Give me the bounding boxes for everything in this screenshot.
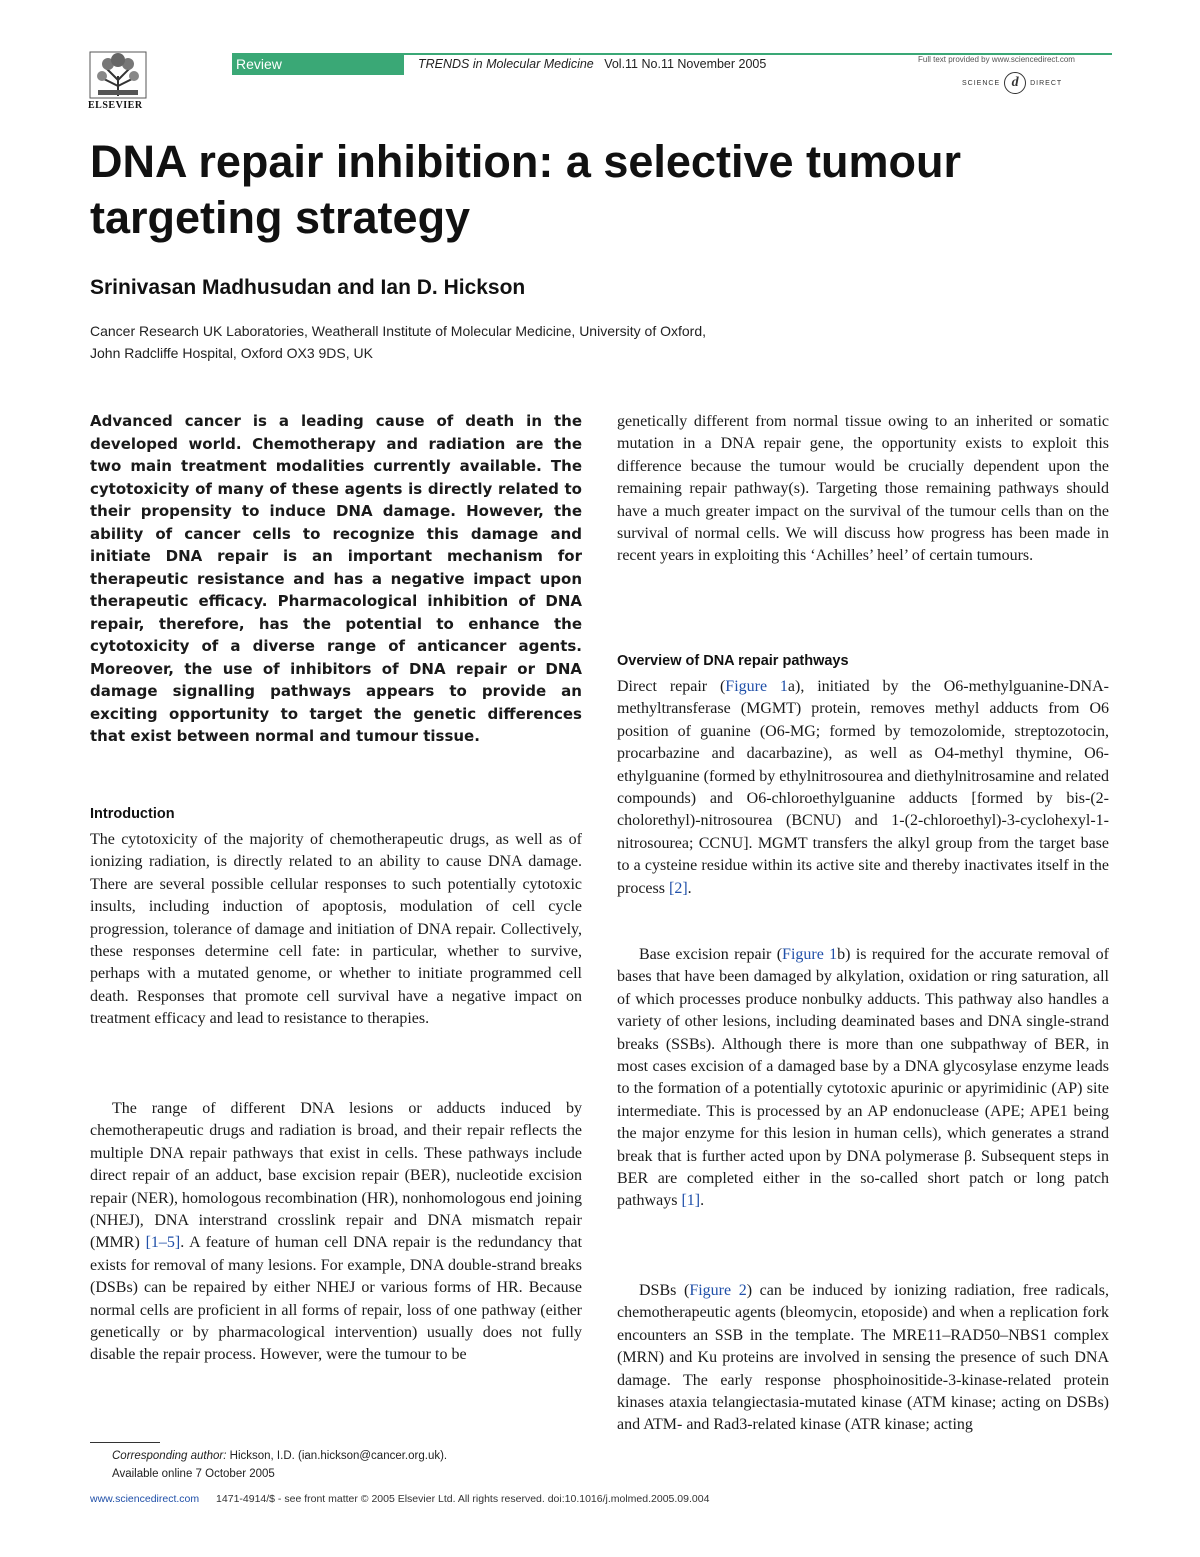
introduction-paragraph-1: The cytotoxicity of the majority of chemotherapeutic drugs, as well as of ionizing radiation, is directly related to an ability to cause DNA damage. There are several possible cellular responses to such potentially cytotoxic insults, including induction of apoptosis, modulation of cell cycle progression, tolerance of damage and initiation of DNA repair. Collectively, these responses determine cell fate: in particular, whether to survive, perhaps with a mutated genome, or whether to initiate programmed cell death. Responses that promote cell survival have a negative impact on treatment efficacy and lead to resistance to therapies. (90, 831, 582, 1028)
journal-volume: Vol.11 No.11 November 2005 (604, 57, 767, 71)
footnote-author: Hickson, I.D. (ian.hickson@cancer.org.uk). (229, 1450, 448, 1462)
author-affiliation (90, 320, 990, 364)
available-online: Available online 7 October 2005 (112, 1468, 275, 1480)
reference-link[interactable]: [2] (668, 879, 688, 897)
overview-paragraph-3 (617, 1280, 1109, 1437)
overview-p2-text-c: . (700, 1192, 705, 1210)
sciencedirect-link[interactable]: www.sciencedirect.com (90, 1493, 200, 1505)
overview-p1-text-b: a), initiated by the O6-methylguanine-DNA-methyltransferase (MGMT) protein, removes methyl adducts from O6 position of guanine (O6-MG; formed by temozolomide, streptozotocin, procarbazine and dacarbazine), as well as O4-methyl thymine, O6-ethylguanine (formed by ethylnitrosourea and diethylnitrosamine and related compounds) and O6-chloroethylguanine adducts [formed by bis-(2-cholorethyl)-nitrosourea (BCNU) and 1-(2-chloroethyl)-3-cyclohexyl-1-nitrosourea; CCNU]. MGMT transfers the alkyl group from the target base to a cysteine residue within its active site and thereby inactivates itself in the process (617, 678, 1109, 897)
continued-paragraph: genetically different from normal tissue owing to an inherited or somatic mutation in a DNA repair gene, the opportunity exists to exploit this difference because the tumour would be crucially dependent upon the remaining repair pathway(s). Targeting those remaining pathways should have a much greater impact on the survival of the tumour cells than on the survival of normal cells. We will discuss how progress has been made in recent years in exploiting this ‘Achilles’ heel’ of certain tumours. (617, 413, 1109, 565)
section-tag: Review (232, 55, 404, 75)
overview-p1-text-a: Direct repair ( (617, 678, 726, 695)
overview-p2-text-b: b) is required for the accurate removal of bases that have been damaged by alkylation, oxidation or ring saturation, all of which processes produce nonbulky adducts. This pathway also handles a variety of other lesions, including deaminated bases and DNA single-strand breaks (SSBs). Although there is more than one subpathway of BER, in most cases excision of a damaged base by a DNA glycosylase enzyme leads to the formation of a potentially cytotoxic apurinic or apyrimidinic (AP) site intermediate. This is processed by an AP endonuclease (APE; APE1 being the major enzyme for this lesion in human cells), which generates a strand break that is further acted upon by DNA polymerase β. Subsequent steps in BER are completed either in the so-called short patch or long patch pathways (617, 946, 1109, 1210)
copyright-doi: 1471-4914/$ - see front matter © 2005 Elsevier Ltd. All rights reserved. doi:10.1016/j.molmed.2005.09.004 (216, 1493, 710, 1505)
sd-brand-left: SCIENCE (962, 79, 1001, 87)
figure-link[interactable]: Figure 1 (725, 678, 788, 695)
introduction-heading: Introduction (90, 806, 175, 822)
sciencedirect-provided-text: Full text provided by www.sciencedirect.com (918, 55, 1075, 64)
overview-p2-text-a: Base excision repair ( (639, 946, 783, 963)
footnote-rule (90, 1442, 160, 1443)
journal-citation (418, 57, 766, 71)
affiliation-line-1: Cancer Research UK Laboratories, Weatherall Institute of Molecular Medicine, University of Oxford, (90, 323, 707, 339)
figure-link[interactable]: Figure 2 (689, 1282, 747, 1299)
introduction-paragraph-2 (90, 1098, 582, 1367)
sciencedirect-logo (962, 72, 1062, 94)
overview-p1-text-c: . (687, 879, 692, 897)
footnote (112, 1447, 582, 1483)
reference-link[interactable]: [1–5] (145, 1234, 181, 1252)
publisher-name: ELSEVIER (88, 100, 143, 111)
overview-paragraph-1 (617, 676, 1109, 900)
article-title: DNA repair inhibition: a selective tumour targeting strategy (90, 136, 961, 243)
overview-heading: Overview of DNA repair pathways (617, 653, 849, 669)
sd-brand-right: DIRECT (1030, 79, 1063, 87)
corresponding-author (112, 1447, 582, 1465)
overview-paragraph-2 (617, 944, 1109, 1213)
footnote-label: Corresponding author: (112, 1450, 227, 1462)
sciencedirect-d-icon: d (1004, 72, 1026, 94)
reference-link[interactable]: [1] (681, 1192, 701, 1210)
affiliation-line-2: John Radcliffe Hospital, Oxford OX3 9DS, UK (90, 345, 373, 361)
page-footer (90, 1493, 709, 1505)
journal-name: TRENDS in Molecular Medicine (418, 57, 594, 71)
figure-link[interactable]: Figure 1 (782, 946, 838, 963)
intro-p2-text-a: The range of different DNA lesions or adducts induced by chemotherapeutic drugs and radiation is broad, and their repair reflects the multiple DNA repair pathways that exist in cells. These pathways include direct repair of an adduct, base excision repair (BER), nucleotide excision repair (NER), homologous recombination (HR), nonhomologous end joining (NHEJ), DNA interstrand crosslink repair and DNA mismatch repair (MMR) (90, 1100, 582, 1252)
article-authors: Srinivasan Madhusudan and Ian D. Hickson (90, 276, 526, 299)
overview-p3-text-a: DSBs ( (639, 1282, 690, 1299)
overview-p3-text-b: ) can be induced by ionizing radiation, free radicals, chemotherapeutic agents (bleomycin, etoposide) and when a replication fork encounters an SSB in the template. The MRE11–RAD50–NBS1 complex (MRN) and Ku proteins are involved in sensing the presence of such DNA damage. The early response phosphoinositide-3-kinase-related protein kinases ataxia telangiectasia-mutated kinase (ATM kinase; acting on DSBs) and ATM- and Rad3-related kinase (ATR kinase; acting (617, 1282, 1109, 1434)
intro-p2-text-b: . A feature of human cell DNA repair is the redundancy that exists for removal of many lesions. For example, DNA double-strand breaks (DSBs) can be repaired by either NHEJ or various forms of HR. Because normal cells are proficient in all forms of repair, loss of one pathway (either genetically or by pharmacological intervention) usually does not fully disable the repair process. However, were the tumour to be (90, 1234, 583, 1364)
abstract: Advanced cancer is a leading cause of death in the developed world. Chemotherapy and radiation are the two main treatment modalities currently available. The cytotoxicity of many of these agents is directly related to their propensity to induce DNA damage. However, the ability of cancer cells to recognize this damage and initiate DNA repair is an important mechanism for therapeutic resistance and has a negative impact upon therapeutic efficacy. Pharmacological inhibition of DNA repair, therefore, has the potential to enhance the cytotoxicity of a diverse range of anticancer agents. Moreover, the use of inhibitors of DNA repair or DNA damage signalling pathways appears to provide an exciting opportunity to target the genetic differences that exist between normal and tumour tissue. (90, 412, 582, 745)
